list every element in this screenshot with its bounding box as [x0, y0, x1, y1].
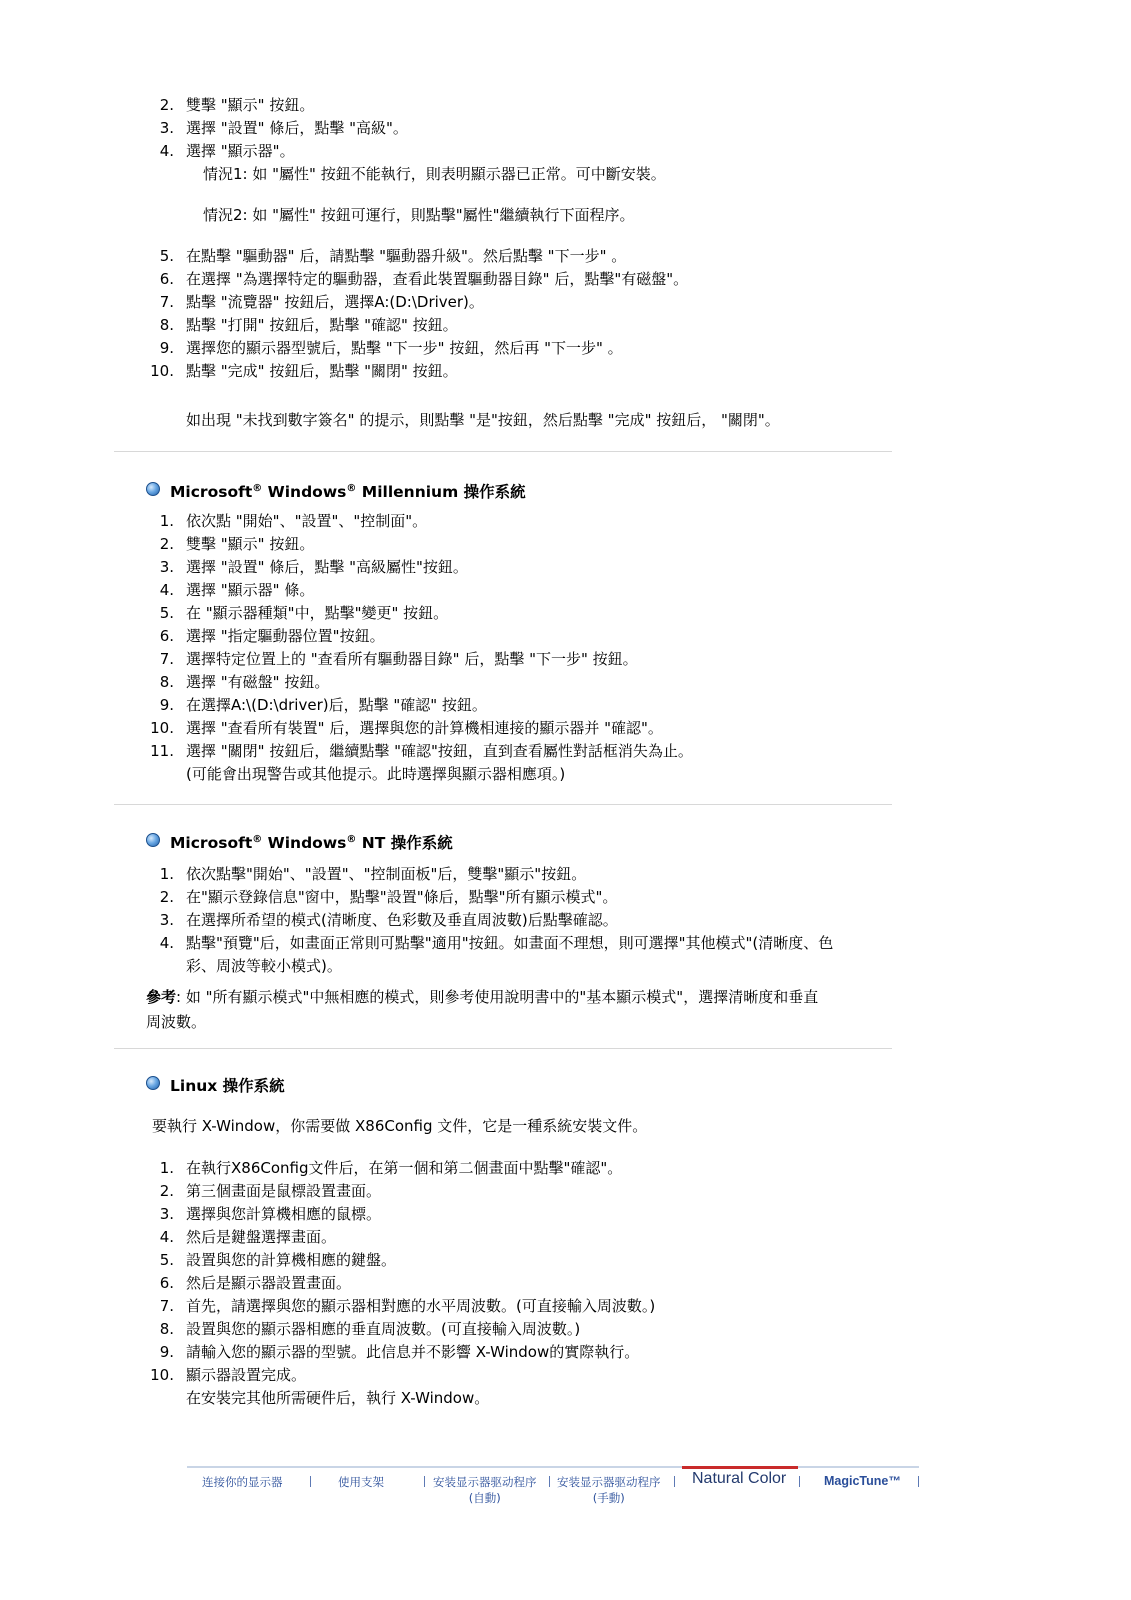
list-item: 9. 請輸入您的顯示器的型號。此信息并不影響 X-Window的實際執行。 [159, 1343, 640, 1361]
nav-magictune[interactable]: MagicTune™ [824, 1474, 901, 1488]
list-item: 8. 設置與您的顯示器相應的垂直周波數。(可直接輸入周波數。) [159, 1320, 581, 1338]
list-item: 10. 選擇 "查看所有裝置" 后，選擇與您的計算機相連接的顯示器并 "確認"。 [150, 719, 663, 737]
list-item: 9. 選擇您的顯示器型號后，點擊 "下一步" 按鈕，然后再 "下一步" 。 [159, 339, 623, 357]
nav-connect-monitor[interactable]: 连接你的显示器 [202, 1475, 283, 1489]
section-divider [114, 451, 892, 452]
nav-separator [310, 1476, 311, 1487]
list-item: 10. 顯示器設置完成。 在安裝完其他所需硬件后，執行 X-Window。 [150, 1366, 490, 1407]
nt-steps [148, 863, 888, 978]
bottom-nav [187, 1466, 919, 1506]
nav-separator [549, 1476, 550, 1487]
section-divider [114, 1048, 892, 1049]
bullet-icon [146, 482, 160, 496]
list-item: 6. 然后是顯示器設置畫面。 [159, 1274, 352, 1292]
nav-install-driver-auto[interactable]: 安装显示器驱动程序 (自動) [433, 1475, 537, 1505]
list-item: 4. 點擊"預覽"后，如畫面正常則可點擊"適用"按鈕。如畫面不理想，則可選擇"其他模式"(清晰度、色 彩、周波等較小模式)。 [159, 934, 834, 975]
bullet-icon [146, 833, 160, 847]
install-steps-part-a [148, 94, 888, 163]
list-item: 3. 在選擇所希望的模式(清晰度、色彩數及垂直周波數)后點擊確認。 [159, 911, 618, 929]
list-item: 8. 選擇 "有磁盤" 按鈕。 [159, 673, 330, 691]
list-item: 7. 首先，請選擇與您的顯示器相對應的水平周波數。(可直接輸入周波數。) [159, 1297, 656, 1315]
nav-active-indicator [682, 1466, 798, 1469]
list-item: 5. 在 "顯示器種類"中，點擊"變更" 按鈕。 [159, 604, 449, 622]
nav-separator [424, 1476, 425, 1487]
install-steps-part-b [148, 245, 888, 383]
section-heading-linux: Linux 操作系統 [146, 1074, 285, 1098]
list-item: 4. 選擇 "顯示器" 條。 [159, 581, 315, 599]
case-1-text: 情況1: 如 "屬性" 按鈕不能執行，則表明顯示器已正常。可中斷安裝。 [203, 165, 666, 183]
list-item: 2. 雙擊 "顯示" 按鈕。 [159, 535, 315, 553]
nav-top-line [187, 1466, 919, 1468]
list-item: 11. 選擇 "關閉" 按鈕后，繼續點擊 "確認"按鈕，直到查看屬性對話框消失為止。 (可能會出現警告或其他提示。此時選擇與顯示器相應項。) [150, 742, 693, 783]
list-item: 1. 依次點擊"開始"、"設置"、"控制面板"后，雙擊"顯示"按鈕。 [159, 865, 587, 883]
nav-separator [918, 1476, 919, 1487]
reference-note: 參考: 如 "所有顯示模式"中無相應的模式，則參考使用說明書中的"基本顯示模式"，選擇清晰度和垂直 周波數。 [146, 988, 819, 1031]
nav-separator [799, 1476, 800, 1487]
linux-steps [148, 1157, 888, 1410]
list-item: 4. 然后是鍵盤選擇畫面。 [159, 1228, 337, 1246]
list-item: 1. 依次點 "開始"、"設置"、"控制面"。 [159, 512, 428, 530]
nav-separator [674, 1476, 675, 1487]
list-item: 2. 雙擊 "顯示" 按鈕。 [159, 96, 315, 114]
bullet-icon [146, 1076, 160, 1090]
section-heading-nt: Microsoft® Windows® NT 操作系統 [146, 831, 453, 855]
list-item: 6. 在選擇 "為選擇特定的驅動器，查看此裝置驅動器目錄" 后，點擊"有磁盤"。 [159, 270, 689, 288]
list-item: 1. 在執行X86Config文件后，在第一個和第二個畫面中點擊"確認"。 [159, 1159, 623, 1177]
list-item: 9. 在選擇A:\(D:\driver)后，點擊 "確認" 按鈕。 [159, 696, 487, 714]
list-item: 7. 點擊 "流覽器" 按鈕后，選擇A:(D:\Driver)。 [159, 293, 484, 311]
list-item: 3. 選擇與您計算機相應的鼠標。 [159, 1205, 382, 1223]
list-item: 8. 點擊 "打開" 按鈕后，點擊 "確認" 按鈕。 [159, 316, 458, 334]
section-divider [114, 804, 892, 805]
list-item: 6. 選擇 "指定驅動器位置"按鈕。 [159, 627, 385, 645]
me-steps [148, 510, 888, 786]
list-item: 7. 選擇特定位置上的 "查看所有驅動器目錄" 后，點擊 "下一步" 按鈕。 [159, 650, 638, 668]
list-item: 3. 選擇 "設置" 條后，點擊 "高級"。 [159, 119, 408, 137]
signature-note: 如出現 "未找到數字簽名" 的提示，則點擊 "是"按鈕，然后點擊 "完成" 按鈕后， "關閉"。 [186, 411, 780, 429]
list-item: 5. 設置與您的計算機相應的鍵盤。 [159, 1251, 397, 1269]
nav-natural-color[interactable]: Natural Color [692, 1470, 787, 1487]
nav-install-driver-manual[interactable]: 安装显示器驱动程序 (手動) [557, 1475, 661, 1505]
linux-intro: 要執行 X-Window，你需要做 X86Config 文件，它是一種系統安裝文件。 [152, 1117, 648, 1135]
nav-stand-usage[interactable]: 使用支架 [338, 1475, 384, 1489]
list-item: 5. 在點擊 "驅動器" 后，請點擊 "驅動器升級"。然后點擊 "下一步" 。 [159, 247, 627, 265]
list-item: 10. 點擊 "完成" 按鈕后，點擊 "關閉" 按鈕。 [150, 362, 458, 380]
list-item: 4. 選擇 "顯示器"。 [159, 142, 295, 160]
list-item: 3. 選擇 "設置" 條后，點擊 "高級屬性"按鈕。 [159, 558, 468, 576]
list-item: 2. 在"顯示登錄信息"窗中，點擊"設置"條后，點擊"所有顯示模式"。 [159, 888, 618, 906]
list-item: 2. 第三個畫面是鼠標設置畫面。 [159, 1182, 382, 1200]
reference-label: 參考 [146, 988, 177, 1006]
case-2-text: 情況2: 如 "屬性" 按鈕可運行，則點擊"屬性"繼續執行下面程序。 [203, 206, 635, 224]
section-heading-me: Microsoft® Windows® Millennium 操作系統 [146, 480, 526, 504]
